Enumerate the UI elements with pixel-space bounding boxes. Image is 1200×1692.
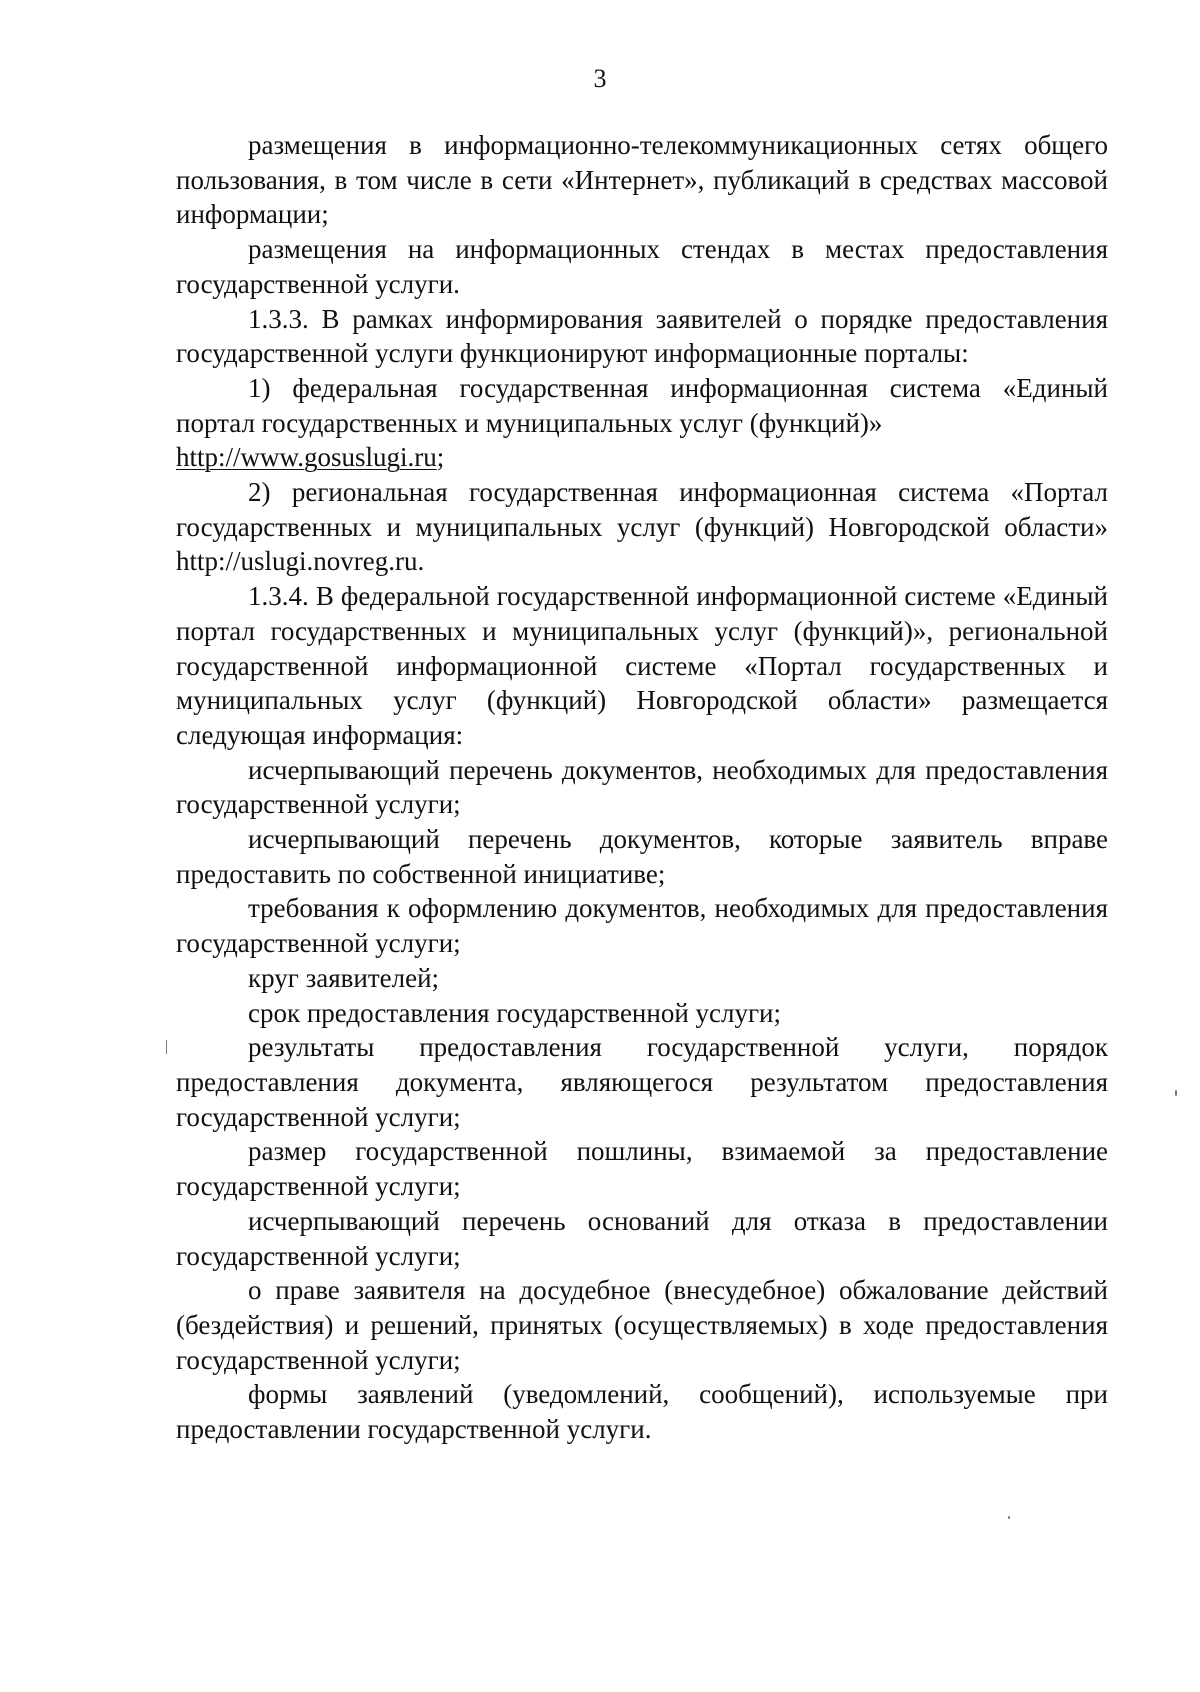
- paragraph-1: размещения в информационно-телекоммуникационных сетях общего пользования, в том числе в сети «Интернет», публикаций в средствах массовой информации;: [176, 130, 1108, 230]
- paragraph-6: 1.3.4. В федеральной государственной информационной системе «Единый портал государственных и муниципальных услуг (функций)», региональной государственной информационной системе «Портал государственных и муниципальных услуг (функций) Новгородской области» размещается следующая информация:: [176, 581, 1108, 750]
- paragraph-11: срок предоставления государственной услуги;: [248, 997, 782, 1028]
- scan-mark-left: [166, 1040, 167, 1054]
- paragraph-7: исчерпывающий перечень документов, необходимых для предоставления государственной услуги;: [176, 754, 1108, 820]
- paragraph-10: круг заявителей;: [248, 962, 440, 993]
- scan-mark-bottom: [1008, 1516, 1010, 1519]
- link-punctuation: ;: [436, 442, 445, 473]
- paragraph-14: исчерпывающий перечень оснований для отказа в предоставлении государственной услуги;: [176, 1205, 1108, 1271]
- paragraph-5: 2) региональная государственная информационная система «Портал государственных и муниципальных услуг (функций) Новгородской области» http://uslugi.novreg.ru.: [176, 477, 1108, 577]
- paragraph-3: 1.3.3. В рамках информирования заявителей о порядке предоставления государственной услуги функционируют информационные порталы:: [176, 303, 1108, 369]
- scan-mark-right: [1175, 1090, 1177, 1096]
- paragraph-4: 1) федеральная государственная информационная система «Единый портал государственных и муниципальных услуг (функций)»: [176, 372, 1108, 438]
- gosuslugi-link[interactable]: http://www.gosuslugi.ru: [176, 442, 437, 473]
- document-body: [176, 128, 1108, 1447]
- paragraph-16: формы заявлений (уведомлений, сообщений), используемые при предоставлении государственной услуги.: [176, 1379, 1108, 1445]
- paragraph-15: о праве заявителя на досудебное (внесудебное) обжалование действий (бездействия) и решений, принятых (осуществляемых) в ходе предоставления государственной услуги;: [176, 1275, 1108, 1375]
- paragraph-12: результаты предоставления государственной услуги, порядок предоставления документа, являющегося результатом предоставления государственной услуги;: [176, 1032, 1108, 1132]
- paragraph-13: размер государственной пошлины, взимаемой за предоставление государственной услуги;: [176, 1136, 1108, 1202]
- paragraph-2: размещения на информационных стендах в местах предоставления государственной услуги.: [176, 234, 1108, 299]
- paragraph-9: требования к оформлению документов, необходимых для предоставления государственной услуги;: [176, 893, 1108, 959]
- paragraph-8: исчерпывающий перечень документов, которые заявитель вправе предоставить по собственной инициативе;: [176, 824, 1108, 889]
- page-number: 3: [593, 64, 607, 93]
- gosuslugi-link-line: [176, 440, 1108, 475]
